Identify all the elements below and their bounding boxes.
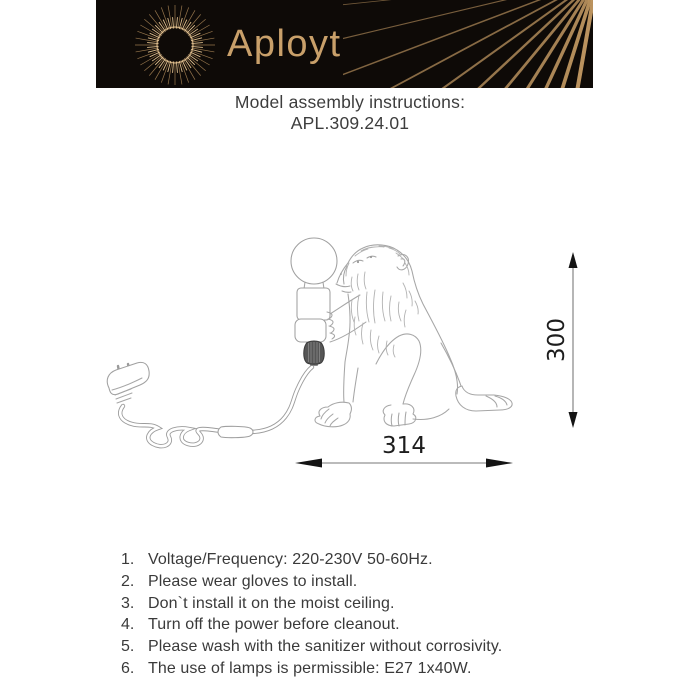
arrow-right-icon xyxy=(486,459,513,468)
arrow-left-icon xyxy=(295,459,322,468)
item-number: 6. xyxy=(121,659,135,677)
width-dimension-label: 314 xyxy=(382,433,426,459)
item-text: Please wash with the sanitizer without corrosivity. xyxy=(148,638,503,656)
list-item xyxy=(121,658,502,680)
item-text: Voltage/Frequency: 220-230V 50-60Hz. xyxy=(148,551,433,568)
sunburst-eclipse-icon xyxy=(132,2,218,88)
height-dimension-label: 300 xyxy=(544,318,570,362)
corner-rays-decoration xyxy=(343,0,593,88)
list-item xyxy=(121,549,502,571)
title-line1: Model assembly instructions: xyxy=(234,92,466,112)
cord-switch xyxy=(304,341,325,366)
item-number: 4. xyxy=(121,616,135,634)
title-line2: APL.309.24.01 xyxy=(290,113,410,133)
arrow-up-icon xyxy=(569,252,578,268)
list-item xyxy=(121,593,502,615)
power-plug-icon xyxy=(107,362,149,403)
assembly-diagram xyxy=(80,225,620,485)
list-item xyxy=(121,571,502,593)
list-item xyxy=(121,636,502,658)
power-cord xyxy=(120,367,312,446)
monkey-figure xyxy=(315,245,512,427)
width-dimension xyxy=(295,433,513,468)
socket-body xyxy=(297,288,330,320)
bulb-and-socket xyxy=(291,238,337,366)
socket-holder xyxy=(295,319,326,342)
item-text: The use of lamps is permissible: E27 1x40W. xyxy=(148,659,472,677)
item-number: 2. xyxy=(121,572,135,590)
item-text: Turn off the power before cleanout. xyxy=(148,616,400,634)
arrow-down-icon xyxy=(569,412,578,428)
brand-banner xyxy=(96,0,593,88)
item-text: Please wear gloves to install. xyxy=(148,572,358,590)
item-number: 3. xyxy=(121,594,135,612)
item-number: 5. xyxy=(121,638,135,656)
instructions-list xyxy=(121,549,502,680)
cord-sleeve xyxy=(218,426,253,437)
list-item xyxy=(121,614,502,636)
light-bulb xyxy=(291,238,337,284)
item-number: 1. xyxy=(121,551,135,568)
page-title xyxy=(0,92,700,134)
height-dimension xyxy=(544,252,578,428)
brand-name: Aployt xyxy=(227,23,342,65)
item-text: Don`t install it on the moist ceiling. xyxy=(148,594,395,612)
